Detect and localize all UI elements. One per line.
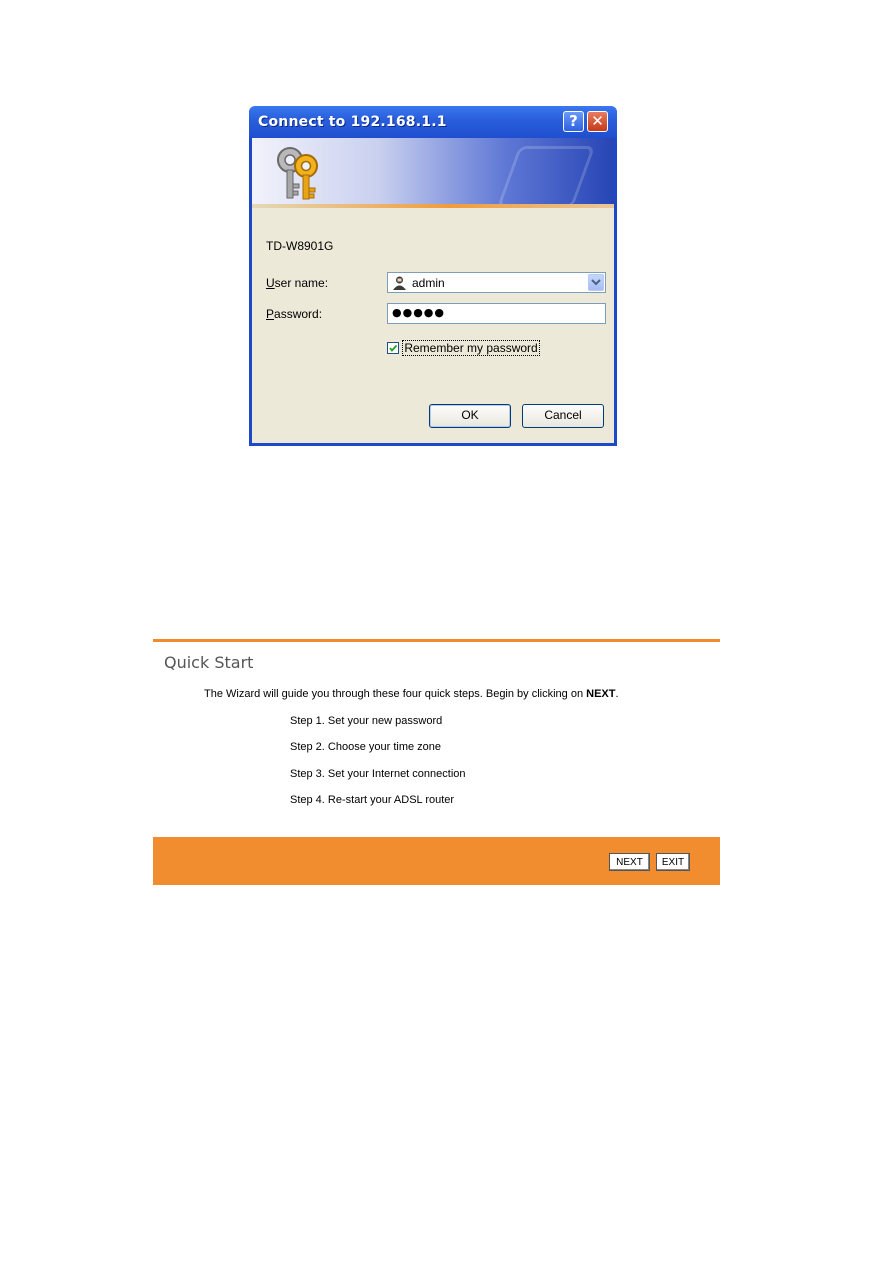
step-item: Step 4. Re-start your ADSL router	[290, 794, 455, 806]
intro-end: .	[615, 688, 619, 700]
dialog-title: Connect to 192.168.1.1	[258, 114, 447, 130]
username-value: admin	[412, 276, 445, 290]
username-combobox[interactable]	[387, 272, 606, 293]
step-item: Step 1. Set your new password	[290, 715, 443, 727]
quick-start-title: Quick Start	[164, 653, 254, 672]
quick-start-footer	[153, 837, 720, 885]
close-icon: ✕	[591, 112, 604, 130]
device-name: TD-W8901G	[266, 239, 334, 253]
next-button[interactable]: NEXT	[609, 853, 650, 871]
cancel-button[interactable]: Cancel	[522, 404, 604, 428]
help-icon: ?	[569, 112, 578, 130]
banner-stripe	[252, 204, 614, 208]
exit-button[interactable]: EXIT	[656, 853, 690, 871]
dialog-banner	[252, 138, 614, 208]
ok-button[interactable]: OK	[429, 404, 511, 428]
checkmark-icon	[388, 343, 398, 353]
dialog-body	[252, 138, 614, 443]
login-dialog	[249, 106, 617, 446]
step-item: Step 3. Set your Internet connection	[290, 768, 466, 780]
close-button[interactable]	[587, 111, 608, 132]
dialog-titlebar[interactable]	[249, 106, 617, 138]
chevron-down-icon	[589, 275, 603, 290]
help-button[interactable]	[563, 111, 584, 132]
remember-password-checkbox[interactable]	[387, 341, 540, 355]
username-label-text: ser name:	[274, 276, 329, 290]
intro-keyword: NEXT	[586, 688, 616, 700]
password-field[interactable]: ●●●●●	[387, 303, 606, 324]
step-item: Step 2. Choose your time zone	[290, 741, 442, 753]
keys-icon	[270, 144, 326, 204]
banner-watermark	[497, 146, 596, 208]
username-access-key: U	[266, 276, 275, 290]
remember-password-label[interactable]: Remember my password	[404, 341, 538, 355]
intro-text: The Wizard will guide you through these four quick steps. Begin by clicking on	[204, 688, 587, 700]
password-access-key: P	[266, 307, 275, 321]
quick-start-panel	[153, 639, 720, 885]
user-icon	[392, 275, 407, 290]
quick-start-top-rule	[153, 639, 720, 642]
username-label	[266, 276, 328, 290]
password-label	[266, 307, 322, 321]
quick-start-intro	[204, 688, 619, 700]
username-dropdown-button[interactable]	[588, 274, 604, 291]
password-label-text: assword:	[274, 307, 323, 321]
checkbox-box[interactable]	[387, 342, 399, 354]
